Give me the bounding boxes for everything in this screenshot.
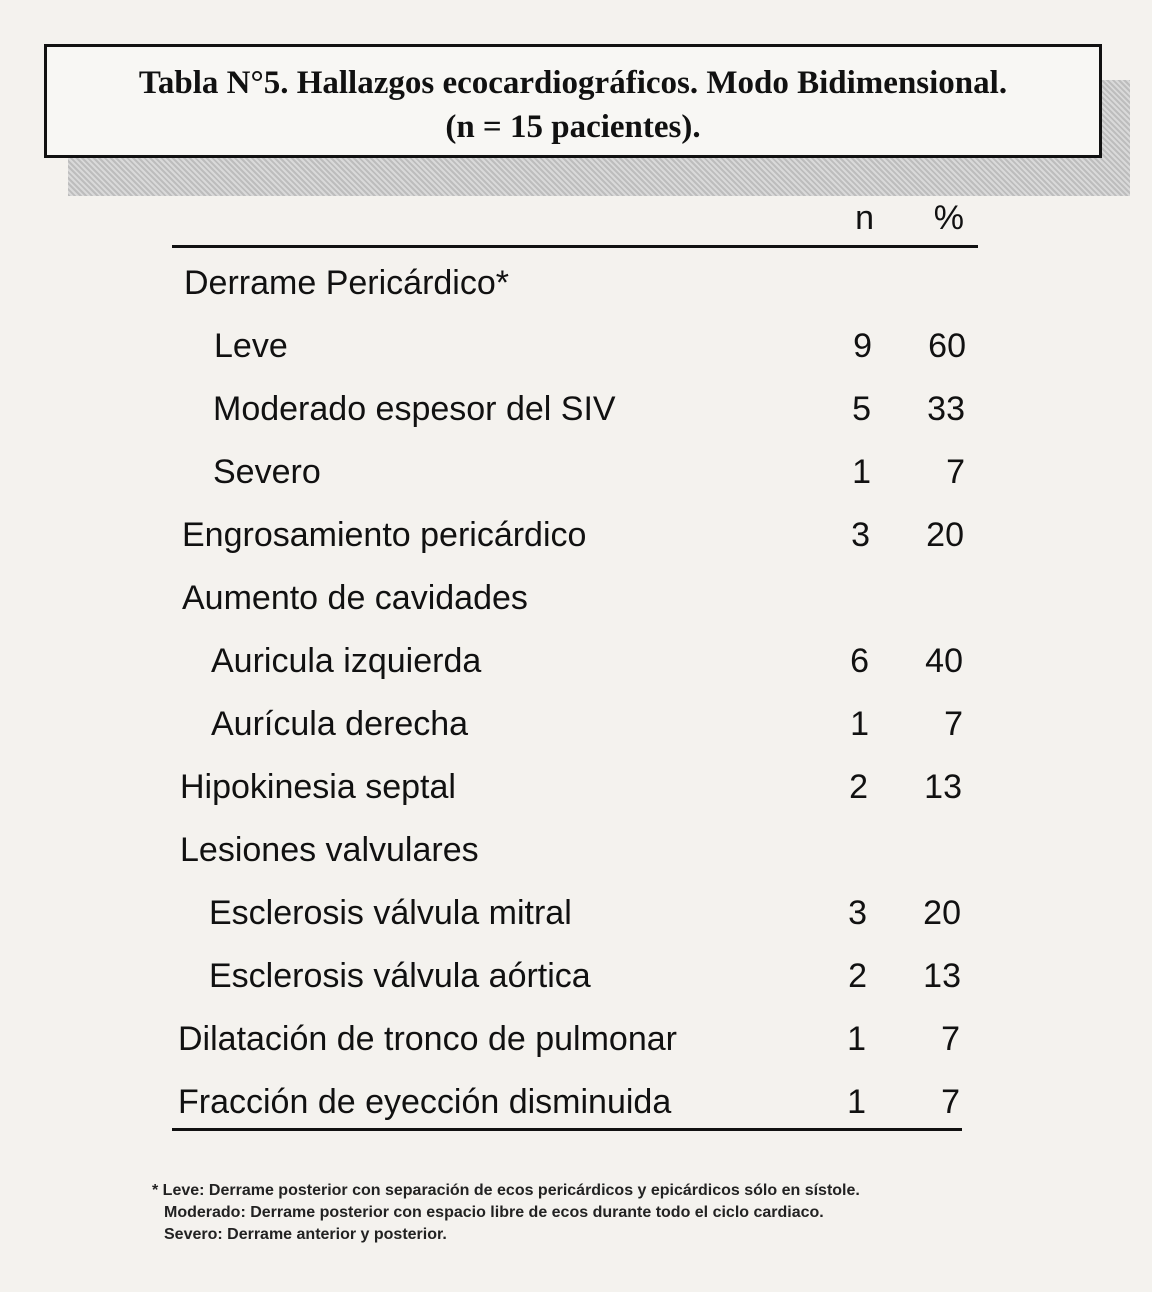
table-cell-n: 1 (847, 1083, 866, 1121)
table-row-label: Hipokinesia septal (180, 768, 456, 806)
table-cell-n: 9 (853, 327, 872, 365)
table-cell-n: 2 (849, 768, 868, 806)
table-title-box (44, 44, 1102, 158)
table-subtitle: (n = 15 pacientes). (445, 109, 701, 145)
table-cell-percent: 7 (941, 1020, 960, 1058)
table-cell-percent: 20 (926, 516, 964, 554)
table-title: Tabla N°5. Hallazgos ecocardiográficos. Modo Bidimensional. (138, 65, 1008, 101)
table-row-label: Auricula izquierda (211, 642, 482, 680)
table-top-rule (172, 245, 978, 248)
table-bottom-rule (172, 1128, 962, 1131)
table-row-label: Fracción de eyección disminuida (178, 1083, 672, 1121)
table-cell-percent: 20 (923, 894, 961, 932)
table-cell-n: 1 (847, 1020, 866, 1058)
column-header-percent: % (933, 199, 964, 237)
table-row-label: Dilatación de tronco de pulmonar (178, 1020, 677, 1058)
table-row-label: Derrame Pericárdico* (184, 264, 509, 302)
table-row-label: Aurícula derecha (211, 705, 469, 743)
footnote (152, 1180, 860, 1246)
table-cell-n: 6 (850, 642, 869, 680)
table-row-label: Severo (213, 453, 321, 491)
table-cell-percent: 7 (941, 1083, 960, 1121)
table-cell-percent: 7 (944, 705, 963, 743)
footnote-line: Moderado: Derrame posterior con espacio libre de ecos durante todo el ciclo cardiaco. (164, 1204, 824, 1221)
table-cell-n: 2 (848, 957, 867, 995)
table-row-label: Esclerosis válvula mitral (209, 894, 572, 932)
table-row-label: Aumento de cavidades (182, 579, 528, 617)
table-cell-percent: 13 (924, 768, 962, 806)
column-header-n: n (855, 199, 874, 237)
table-row-label: Lesiones valvulares (180, 831, 479, 869)
table-row-label: Engrosamiento pericárdico (182, 516, 587, 554)
table-cell-percent: 33 (927, 390, 965, 428)
table-cell-percent: 13 (923, 957, 961, 995)
footnote-line: * Leve: Derrame posterior con separación de ecos pericárdicos y epicárdicos sólo en sístole. (152, 1182, 860, 1199)
table-cell-percent: 60 (928, 327, 966, 365)
table-cell-n: 3 (851, 516, 870, 554)
table-cell-n: 5 (852, 390, 871, 428)
table-row-label: Leve (214, 327, 288, 365)
table-row-label: Moderado espesor del SIV (213, 390, 616, 428)
table-cell-n: 1 (852, 453, 871, 491)
footnote-line: Severo: Derrame anterior y posterior. (164, 1226, 447, 1243)
table-cell-percent: 7 (946, 453, 965, 491)
table-cell-n: 3 (848, 894, 867, 932)
table-row-label: Esclerosis válvula aórtica (209, 957, 591, 995)
table-cell-percent: 40 (925, 642, 963, 680)
table-cell-n: 1 (850, 705, 869, 743)
